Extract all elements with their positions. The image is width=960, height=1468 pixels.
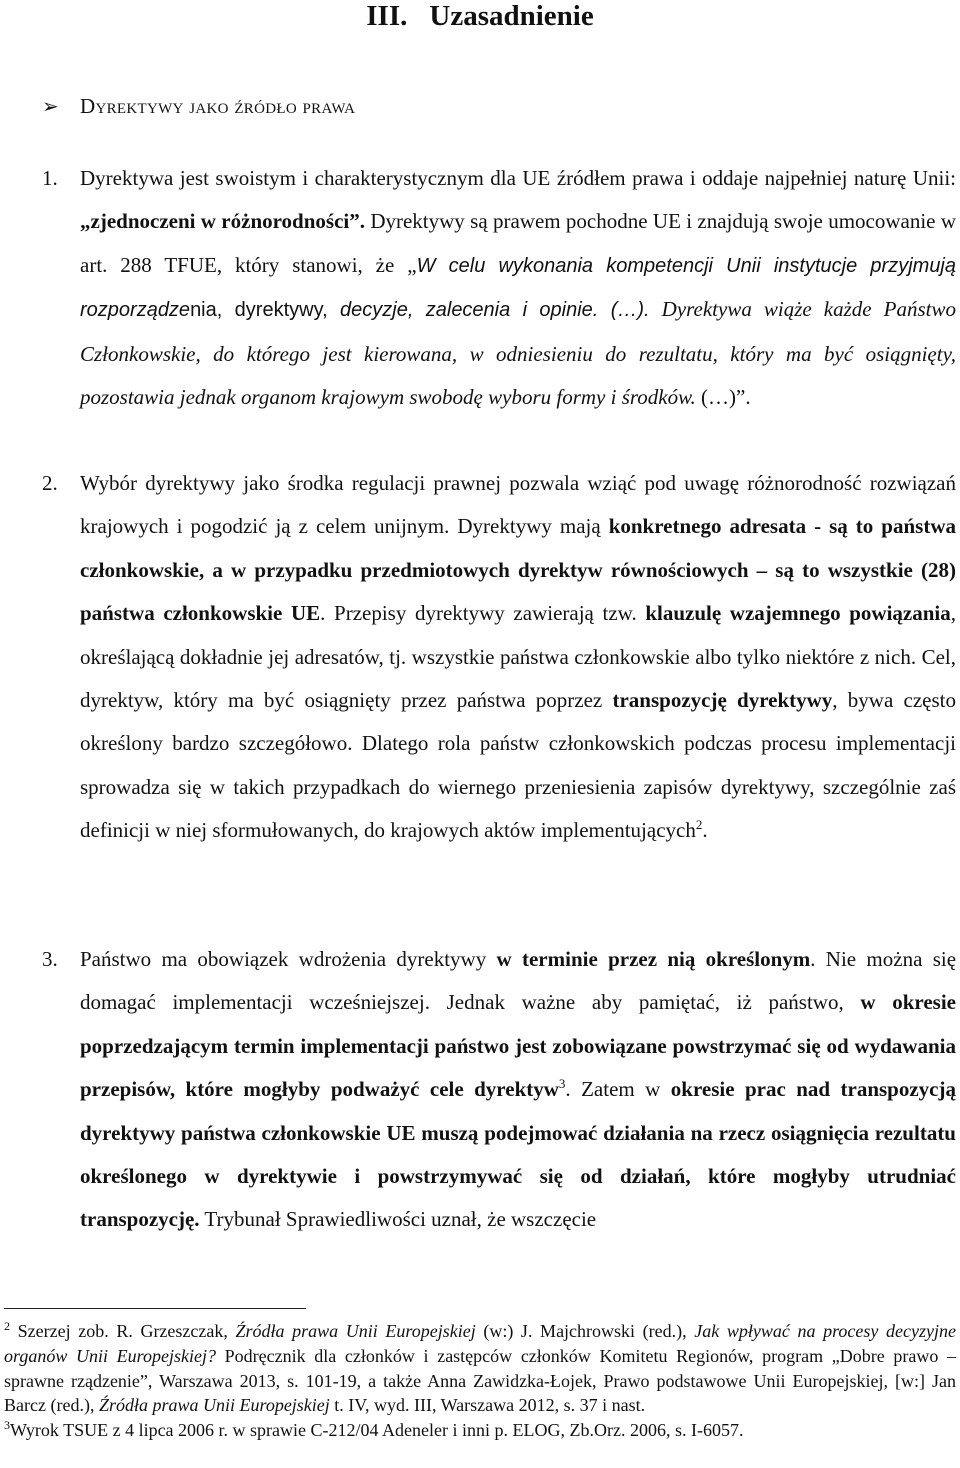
paragraph-1 bbox=[80, 157, 956, 419]
chapter-number: III. bbox=[366, 0, 408, 32]
paragraph-2 bbox=[80, 462, 956, 853]
footnote-reference[interactable]: 3 bbox=[558, 1076, 566, 1092]
arrow-bullet-icon: ➢ bbox=[42, 96, 59, 118]
footnote-number: 2 bbox=[4, 1319, 10, 1333]
bold-text: okresie prac nad transpozycją dyrektywy państwa członkowskie UE muszą podejmować działania na rzecz osiągnięcia rezultatu określonego w dyrektywie i powstrzymywać się od działań, które mogłyby utrudniać transpozycję. bbox=[80, 1077, 956, 1232]
italic-quote: W celu wykonania kompetencji Unii instytucje przyjmują rozporządze bbox=[80, 254, 957, 322]
bold-text: klauzulę wzajemnego powiązania bbox=[645, 601, 951, 626]
text-run: nia, dyrektywy, bbox=[190, 299, 341, 322]
text-run: . bbox=[702, 818, 708, 843]
item-number: 1. bbox=[42, 166, 58, 190]
footnotes bbox=[4, 1319, 956, 1443]
footnote-number: 3 bbox=[4, 1418, 10, 1433]
section-title: Dyrektywy jako źródło prawa bbox=[80, 94, 356, 118]
italic-title: Źródła prawa Unii Europejskiej bbox=[98, 1395, 330, 1416]
bold-text: transpozycję dyrektywy bbox=[612, 688, 833, 713]
footnote-divider bbox=[4, 1308, 306, 1309]
text-run: . Przepisy dyrektywy zawierają tzw. bbox=[320, 601, 646, 626]
bold-text: w okresie poprzedzającym termin implementacji państwo jest zobowiązane powstrzymać się od wydawania przepisów, które mogłyby podważyć cele dyrektyw bbox=[80, 990, 957, 1102]
italic-quote: Dyrektywa wiąże każde Państwo Członkowskie, do którego jest kierowana, w odniesieniu do rezultatu, który ma być osiągnięty, pozostawia jednak organom krajowym swobodę wyboru formy i środków. bbox=[80, 297, 956, 410]
bold-text: w terminie przez nią określonym bbox=[496, 947, 811, 971]
bold-text: „zjednoczeni w różnorodności”. bbox=[80, 209, 365, 234]
text-run: (w:) J. Majchrowski (red.), bbox=[475, 1321, 695, 1341]
bold-text: konkretnego adresata - są to państwa członkowskie, a w przypadku przedmiotowych dyrektyw równościowych – są to wszystkie (28) państwa członkowskie UE bbox=[80, 514, 956, 626]
item-number: 2. bbox=[42, 471, 58, 495]
item-number: 3. bbox=[42, 947, 58, 971]
footnote-2 bbox=[4, 1319, 956, 1418]
text-run: Trybunał Sprawiedliwości uznał, że wszczęcie bbox=[199, 1207, 597, 1232]
footnote-3 bbox=[4, 1418, 956, 1443]
text-run: Szerzej zob. R. Grzeszczak, bbox=[10, 1321, 236, 1341]
text-run: . Nie można się domagać implementacji wcześniejszej. Jednak ważne aby pamiętać, iż państwo, bbox=[80, 947, 957, 1015]
text-run: Dyrektywa jest swoistym i charakterystycznym dla UE źródłem prawa i oddaje najpełniej naturę Unii: bbox=[80, 166, 956, 190]
text-run: Dyrektywy są prawem pochodne UE i znajdują swoje umocowanie w art. 288 TFUE, który stanowi, że „ bbox=[80, 209, 956, 277]
text-run: Podręcznik dla członków i zastępców członków Komitetu Regionów, program „Dobre prawo – sprawne rządzenie”, Warszawa 2013, s. 101-19, a także Anna Zawidzka-Łojek, Prawo podstawowe Unii Europejskiej, [w:] Jan Barcz (red.), bbox=[4, 1345, 956, 1416]
chapter-heading bbox=[0, 0, 960, 32]
section-heading bbox=[42, 92, 355, 121]
italic-title: Źródła prawa Unii Europejskiej bbox=[235, 1321, 476, 1341]
text-run: , określającą dokładnie jej adresatów, tj. wszystkie państwa członkowskie albo tylko niektóre z nich. Cel, dyrektyw, który ma być osiągnięty przez państwa poprzez bbox=[80, 601, 956, 713]
text-run: (…)”. bbox=[695, 385, 751, 410]
text-run: Wybór dyrektywy jako środka regulacji prawnej pozwala wziąć pod uwagę różnorodność rozwiązań krajowych i pogodzić ją z celem unijnym. Dyrektywy mają bbox=[80, 471, 956, 539]
footnote-reference[interactable]: 2 bbox=[695, 817, 703, 833]
paragraph-3 bbox=[80, 938, 956, 1242]
italic-title: Jak wpływać na procesy decyzyjne organów Unii Europejskiej? bbox=[4, 1321, 956, 1366]
italic-quote: decyzje, zalecenia i opinie. (…). bbox=[340, 299, 650, 322]
text-run: Wyrok TSUE z 4 lipca 2006 r. w sprawie C-212/04 Adeneler i inni p. ELOG, Zb.Orz. 2006, s. I-6057. bbox=[10, 1420, 744, 1441]
chapter-title: Uzasadnienie bbox=[429, 0, 594, 32]
text-run: , bywa często określony bardzo szczegółowo. Dlatego rola państw członkowskich podczas procesu implementacji sprowadza się w takich przypadkach do wiernego przeniesienia zapisów dyrektywy, szczególnie zaś definicji w niej sformułowanych, do krajowych aktów implementujących bbox=[80, 688, 956, 843]
text-run: t. IV, wyd. III, Warszawa 2012, s. 37 i nast. bbox=[329, 1395, 646, 1416]
text-run: Państwo ma obowiązek wdrożenia dyrektywy bbox=[80, 947, 497, 971]
text-run: . Zatem w bbox=[565, 1077, 671, 1102]
